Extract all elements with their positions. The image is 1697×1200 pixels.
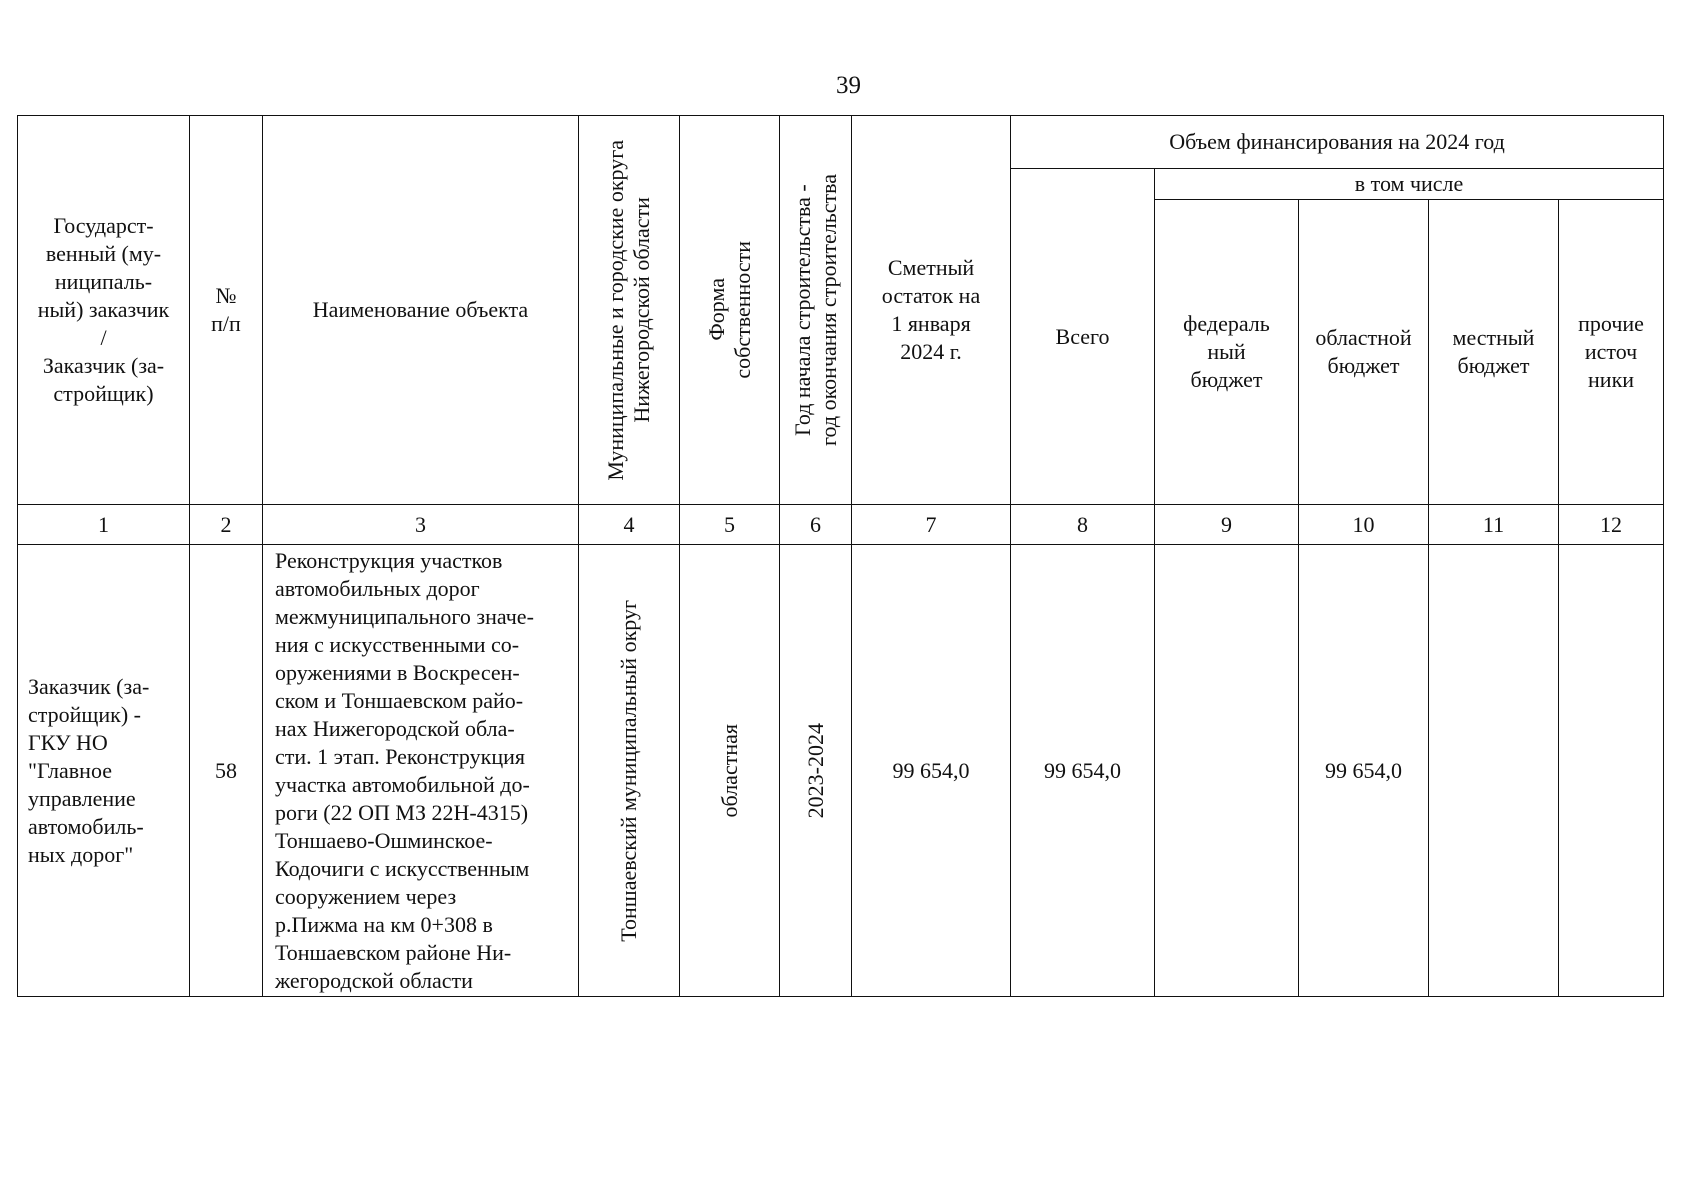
cell-municipal: Тоншаевский муниципальный округ bbox=[579, 545, 680, 997]
cell-ownership: областная bbox=[680, 545, 780, 997]
column-number: 4 bbox=[579, 505, 680, 545]
cell-regional: 99 654,0 bbox=[1299, 545, 1429, 997]
cell-object-name: Реконструкция участков автомобильных дорог межмуниципального значе- ния с искусственными со- оружениями в Воскресен- ском и Тоншаевском райо- нах Нижегородской обла- сти. 1 этап. Реконструкция участка автомобильной до- роги (22 ОП МЗ 22Н-4315) Тоншаево-Ошминское- Кодочиги с искусственным сооружением через р.Пижма на км 0+308 в Тоншаевском районе Ни- жегородской области bbox=[263, 545, 579, 997]
table-row bbox=[18, 545, 1664, 997]
cell-years: 2023-2024 bbox=[780, 545, 852, 997]
header-municipal: Муниципальные и городские округа Нижегородской области bbox=[579, 116, 680, 505]
cell-total: 99 654,0 bbox=[1011, 545, 1155, 997]
column-number: 8 bbox=[1011, 505, 1155, 545]
cell-number: 58 bbox=[190, 545, 263, 997]
column-number: 9 bbox=[1155, 505, 1299, 545]
header-regional: областной бюджет bbox=[1299, 200, 1429, 505]
column-number: 11 bbox=[1429, 505, 1559, 545]
column-number-row bbox=[18, 505, 1664, 545]
column-number: 2 bbox=[190, 505, 263, 545]
column-number: 7 bbox=[852, 505, 1011, 545]
header-estimate: Сметный остаток на 1 января 2024 г. bbox=[852, 116, 1011, 505]
financing-table bbox=[17, 115, 1664, 997]
column-number: 12 bbox=[1559, 505, 1664, 545]
header-local: местный бюджет bbox=[1429, 200, 1559, 505]
column-number: 3 bbox=[263, 505, 579, 545]
header-years: Год начала строительства - год окончания строительства bbox=[780, 116, 852, 505]
header-federal: федераль ный бюджет bbox=[1155, 200, 1299, 505]
column-number: 10 bbox=[1299, 505, 1429, 545]
column-number: 5 bbox=[680, 505, 780, 545]
cell-other bbox=[1559, 545, 1664, 997]
header-total: Всего bbox=[1011, 169, 1155, 505]
header-ownership: Форма собственности bbox=[680, 116, 780, 505]
header-including: в том числе bbox=[1155, 169, 1664, 200]
header-object-name: Наименование объекта bbox=[263, 116, 579, 505]
column-number: 6 bbox=[780, 505, 852, 545]
header-number: № п/п bbox=[190, 116, 263, 505]
header-customer: Государст- венный (му- ниципаль- ный) заказчик / Заказчик (за- стройщик) bbox=[18, 116, 190, 505]
cell-estimate: 99 654,0 bbox=[852, 545, 1011, 997]
column-number: 1 bbox=[18, 505, 190, 545]
header-funding-group: Объем финансирования на 2024 год bbox=[1011, 116, 1664, 169]
cell-local bbox=[1429, 545, 1559, 997]
header-other: прочие источ ники bbox=[1559, 200, 1664, 505]
cell-federal bbox=[1155, 545, 1299, 997]
page-number: 39 bbox=[836, 72, 861, 99]
cell-customer: Заказчик (за- стройщик) - ГКУ НО "Главное управление автомобиль- ных дорог" bbox=[18, 545, 190, 997]
